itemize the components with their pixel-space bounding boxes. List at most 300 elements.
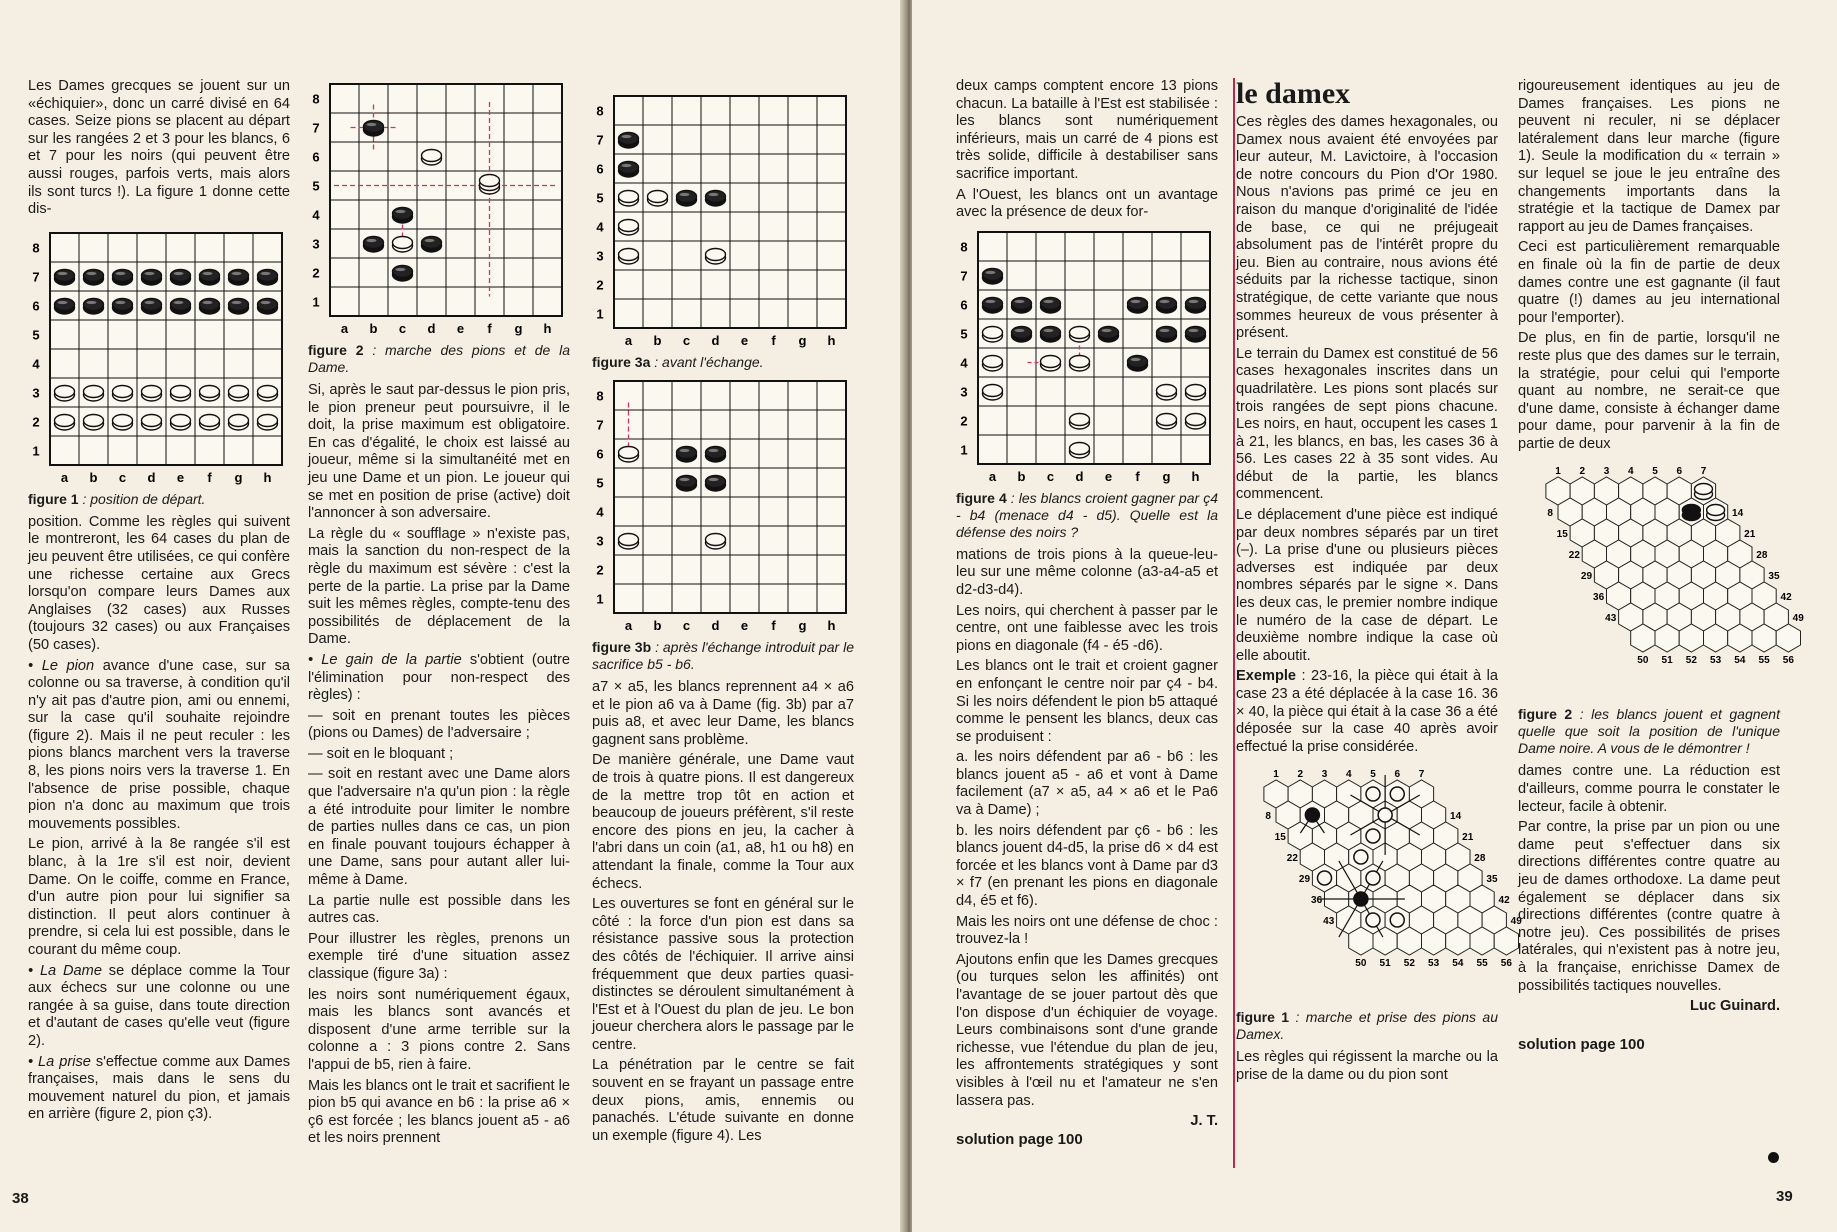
- hex-label: 1: [1273, 769, 1279, 781]
- white-piece: [1366, 871, 1380, 885]
- hex-label: 55: [1758, 655, 1770, 667]
- rank-label: 4: [596, 504, 604, 520]
- hex-figure-2: [1518, 457, 1804, 702]
- hex-label: 6: [1676, 466, 1683, 478]
- rank-label: 4: [312, 207, 320, 223]
- piece-highlight: [986, 300, 996, 303]
- hex-label: 5: [1652, 466, 1658, 478]
- paragraph: [1236, 668, 1498, 756]
- black-piece: [1305, 808, 1319, 822]
- hex-label: 55: [1476, 958, 1488, 970]
- text: s'effectue comme aux Dames françaises, mais dans le sens du mouvement naturel du pion, et jamais en arrière (figure 2, pion ç3).: [28, 1053, 290, 1123]
- black-piece: [113, 269, 133, 281]
- hex-label: 29: [1298, 874, 1311, 886]
- paragraph: Les Dames grecques se jouent sur un «échiquier», donc un carré divisé en 64 cases. Seize pions se placent au départ sur les rangées 2 et 3 pour les blancs, 6 et 7 pour les noirs (qui peuvent être aussi rouges, parfois verts, mais alors ils sont turcs !). La figure 1 donne cette dis-: [28, 78, 290, 218]
- piece-highlight: [1015, 300, 1025, 303]
- file-label: f: [1135, 468, 1140, 484]
- paragraph: — soit en prenant toutes les pièces (pions ou Dames) de l'adversaire ;: [308, 707, 570, 742]
- black-piece: [1128, 297, 1148, 309]
- black-piece: [983, 297, 1003, 309]
- black-piece: [229, 298, 249, 310]
- piece-highlight: [367, 123, 377, 126]
- piece-highlight: [203, 272, 213, 275]
- lead: Exemple: [1236, 668, 1297, 685]
- text: avance d'une case, sur sa colonne ou sa traverse, à condition qu'il n'y ait pas d'autre pion, ami ou ennemi, sur la case qu'il souhaite rejoindre (figure 2). Mais il ne peut reculer : les pions blancs marchent vers la traverse 8, les pions noirs vers la traverse 1. En l'absence de prise possible, chaque pion n'a donc au maximum que trois mouvements possibles.: [28, 657, 291, 832]
- paragraph: La pénétration par le centre se fait souvent en se frayant un passage entre deux pions, amis, ennemis ou panachés. L'étude suivante en donne un exemple (figure 4). Les: [592, 1057, 854, 1144]
- file-label: h: [827, 618, 836, 633]
- file-label: f: [487, 321, 492, 336]
- file-label: a: [340, 321, 349, 336]
- rank-label: 1: [312, 294, 320, 310]
- figure-3b-caption: [592, 639, 854, 673]
- file-label: c: [118, 469, 127, 485]
- article-title: le damex: [1236, 77, 1351, 110]
- page-number-right: 39: [1776, 1188, 1793, 1205]
- right-column-2: [1236, 77, 1522, 1088]
- hex-label: 42: [1780, 592, 1792, 604]
- left-column-2: [308, 80, 570, 1151]
- white-piece: [258, 414, 278, 426]
- file-label: b: [1017, 468, 1026, 484]
- black-piece: [1041, 326, 1061, 338]
- black-piece: [171, 298, 191, 310]
- rank-label: 7: [596, 132, 604, 148]
- piece-highlight: [367, 239, 377, 242]
- hex-label: 35: [1486, 874, 1498, 886]
- rank-label: 5: [32, 327, 40, 343]
- piece-highlight: [680, 449, 690, 452]
- black-piece: [1128, 355, 1148, 367]
- figure-1-caption: [28, 491, 290, 508]
- black-piece: [706, 476, 726, 488]
- black-piece: [258, 269, 278, 281]
- hex-label: 2: [1579, 466, 1586, 478]
- black-piece: [1186, 326, 1206, 338]
- white-piece: [619, 249, 639, 261]
- figure-2-board: [308, 80, 570, 338]
- file-label: c: [398, 321, 407, 336]
- rank-label: 2: [596, 277, 604, 293]
- paragraph: position. Comme les règles qui suivent le montreront, les 64 cases du plan de jeu peuvent être utilisées, ce qui confère une richesse certaine aux Grecs lorsqu'on compare leurs Dames aux Anglaises (32 cases) aux Russes (toujours 32 cases) ou aux Françaises (50 cases).: [28, 513, 290, 653]
- lead: • La prise: [28, 1053, 91, 1070]
- white-piece: [1041, 355, 1061, 367]
- piece-highlight: [174, 272, 184, 275]
- file-label: b: [89, 469, 98, 485]
- figure-4-caption: [956, 490, 1218, 541]
- rank-label: 5: [596, 475, 604, 491]
- black-piece: [364, 121, 384, 133]
- paragraph: De manière générale, une Dame vaut de trois à quatre pions. Il est dangereux de la mettre trop tôt en action et beaucoup de joueurs préfèrent, s'il reste encore des pions en jeu, la cacher à l'abri dans un coin (a1, a8, h1 ou h8) en attendant la finale, comme la Tour aux échecs.: [592, 752, 854, 892]
- caption-text: : position de départ.: [78, 490, 206, 507]
- white-piece: [1317, 871, 1331, 885]
- black-piece: [200, 269, 220, 281]
- piece-highlight: [1131, 300, 1141, 303]
- hex-label: 14: [1732, 508, 1744, 520]
- rank-label: 3: [596, 533, 604, 549]
- hex-label: 35: [1768, 571, 1780, 583]
- hex-label: 50: [1637, 655, 1649, 667]
- black-piece: [422, 237, 442, 249]
- piece-highlight: [396, 268, 406, 271]
- white-piece: [84, 385, 104, 397]
- rank-label: 1: [32, 443, 40, 459]
- hex-label: 7: [1418, 769, 1425, 781]
- rank-label: 6: [32, 298, 40, 314]
- paragraph: [308, 652, 570, 705]
- white-piece: [55, 414, 75, 426]
- hex-label: 43: [1323, 916, 1335, 928]
- piece-highlight: [87, 301, 97, 304]
- black-piece: [393, 208, 413, 220]
- white-piece: [1186, 413, 1206, 425]
- white-piece: [648, 191, 668, 203]
- rank-label: 8: [596, 388, 604, 404]
- white-piece: [422, 150, 442, 162]
- rank-label: 1: [596, 306, 604, 322]
- black-piece: [619, 162, 639, 174]
- file-label: f: [771, 333, 776, 348]
- black-piece: [258, 298, 278, 310]
- rank-label: 5: [312, 178, 320, 194]
- file-label: d: [1075, 468, 1084, 484]
- rank-label: 8: [312, 91, 320, 107]
- piece-highlight: [174, 301, 184, 304]
- text: se déplace comme la Tour aux échecs sur une colonne ou une rangée à sa guise, dans toute direction et d'autant de cases qu'elle veut (figure 2).: [28, 962, 290, 1049]
- rank-label: 7: [32, 269, 40, 285]
- hex-label: 8: [1265, 811, 1271, 823]
- rank-label: 3: [596, 248, 604, 264]
- caption-label: figure 1: [28, 490, 79, 507]
- white-piece: [983, 355, 1003, 367]
- black-piece: [619, 133, 639, 145]
- rank-label: 2: [32, 414, 40, 430]
- piece-highlight: [396, 210, 406, 213]
- black-piece: [1012, 297, 1032, 309]
- hex-label: 4: [1345, 769, 1352, 781]
- paragraph: Les ouvertures se font en général sur le côté : la force d'un pion est dans sa résistance passive sous la protection des côtés de l'échiquier. Il arrive ainsi fréquemment que deux parties quasi-distinctes se déroulent simultanément à l'Est et à l'Ouest du plan de jeu. Le bon joueur cherchera alors le passage par le centre.: [592, 896, 854, 1053]
- hex-label: 56: [1500, 958, 1512, 970]
- black-piece: [677, 476, 697, 488]
- white-piece: [200, 414, 220, 426]
- file-label: b: [369, 321, 378, 336]
- file-label: g: [798, 333, 807, 348]
- white-piece: [619, 534, 639, 546]
- paragraph: Les règles qui régissent la marche ou la prise de la dame ou du pion sont: [1236, 1049, 1498, 1083]
- black-piece: [55, 298, 75, 310]
- file-label: a: [624, 618, 633, 633]
- black-piece: [1354, 892, 1368, 906]
- black-piece: [1041, 297, 1061, 309]
- caption-text: : marche et prise des pions au Damex.: [1236, 1009, 1498, 1043]
- file-label: a: [60, 469, 69, 485]
- black-king: [1682, 505, 1700, 516]
- signature: Luc Guinard.: [1690, 998, 1780, 1015]
- white-piece: [706, 534, 726, 546]
- white-piece: [1366, 787, 1380, 801]
- caption-text: : après l'échange introduit par le sacrifice b5 - b6.: [592, 639, 855, 672]
- paragraph: Si, après le saut par-dessus le pion pris, le pion preneur peut poursuivre, il le doit, la prise maximum est obligatoire. En cas d'égalité, le choix est laissé au joueur, même si la simultanéité met en jeu une Dame et un pion. Le joueur qui se met en position de prise (active) doit l'annoncer à son adversaire.: [308, 382, 570, 522]
- white-piece: [619, 191, 639, 203]
- file-label: a: [624, 333, 633, 348]
- hex-label: 29: [1580, 571, 1593, 583]
- rank-label: 3: [312, 236, 320, 252]
- rank-label: 1: [596, 591, 604, 607]
- black-piece: [84, 269, 104, 281]
- white-piece: [1186, 384, 1206, 396]
- hex-label: 28: [1474, 853, 1486, 865]
- file-label: g: [1162, 468, 1171, 484]
- white-piece: [229, 414, 249, 426]
- hex-label: 7: [1700, 466, 1707, 478]
- white-piece: [171, 414, 191, 426]
- file-label: e: [1104, 468, 1113, 484]
- left-page: [0, 0, 906, 1232]
- piece-highlight: [1102, 329, 1112, 332]
- white-piece: [1378, 808, 1392, 822]
- hex-label: 50: [1355, 958, 1367, 970]
- file-label: b: [653, 618, 662, 633]
- caption-text: : avant l'échange.: [650, 354, 764, 370]
- file-label: g: [234, 469, 243, 485]
- rank-label: 2: [312, 265, 320, 281]
- black-piece: [113, 298, 133, 310]
- white-piece: [258, 385, 278, 397]
- rank-label: 2: [596, 562, 604, 578]
- black-piece: [142, 298, 162, 310]
- paragraph: — soit en le bloquant ;: [308, 745, 454, 762]
- hex-label: 53: [1428, 958, 1440, 970]
- black-piece: [677, 447, 697, 459]
- piece-highlight: [1131, 358, 1141, 361]
- paragraph: A l'Ouest, les blancs ont un avantage avec la présence de deux for-: [956, 186, 1218, 221]
- paragraph: De plus, en fin de partie, lorsqu'il ne reste plus que des dames sur le terrain, la stratégie, pour celui qui l'emporte quant au nombre, ne serait-ce que d'une dame, consiste à échanger dame pour dame, pour parvenir à la fin de partie de deux: [1518, 330, 1780, 452]
- rank-label: 7: [960, 268, 968, 284]
- figure-1-board: [28, 229, 290, 487]
- rank-label: 1: [960, 442, 968, 458]
- paragraph: Les noirs, qui cherchent à passer par le centre, ont une faiblesse avec les trois pions en diagonale (f4 - é5 -d6).: [956, 602, 1218, 654]
- figure-3a-board: [592, 92, 854, 350]
- piece-highlight: [116, 301, 126, 304]
- rank-label: 5: [596, 190, 604, 206]
- white-piece: [1070, 355, 1090, 367]
- piece-highlight: [622, 164, 632, 167]
- white-piece: [142, 414, 162, 426]
- hex-label: 52: [1403, 958, 1415, 970]
- black-piece: [142, 269, 162, 281]
- hex-label: 22: [1286, 853, 1298, 865]
- paragraph: Mais les noirs ont une défense de choc : trouvez-la !: [956, 913, 1218, 948]
- paragraph: La partie nulle est possible dans les autres cas.: [308, 892, 570, 927]
- black-piece: [983, 268, 1003, 280]
- black-piece: [1099, 326, 1119, 338]
- rank-label: 5: [960, 326, 968, 342]
- rank-label: 6: [312, 149, 320, 165]
- caption-label: figure 3b: [592, 639, 652, 655]
- paragraph: Le déplacement d'une pièce est indiqué par deux nombres séparés par un tiret (–). La prise d'une ou plusieurs pièces adverses est indiquée par deux nombres séparés par le signe ×. Dans les deux cas, le premier nombre indique le numéro de la case de départ. Le deuxième nombre indique la case où elle aboutit.: [1236, 507, 1498, 664]
- hex-label: 3: [1603, 466, 1610, 478]
- piece-highlight: [232, 272, 242, 275]
- piece-highlight: [709, 449, 719, 452]
- piece-highlight: [680, 478, 690, 481]
- rank-label: 4: [32, 356, 40, 372]
- piece-highlight: [1189, 329, 1199, 332]
- paragraph: Mais les blancs ont le trait et sacrifient le pion b5 qui avance en b6 : la prise a6 × ç6 est forcée ; les blancs jouent a5 - a6 et les noirs prennent: [308, 1077, 570, 1147]
- hex-label: 6: [1394, 769, 1401, 781]
- hex-label: 5: [1370, 769, 1376, 781]
- paragraph: rigoureusement identiques au jeu de Dames françaises. Les pions ne peuvent ni reculer, ni se déplacer latéralement dans leur marche (figure 1). Seule la modification du « terrain » sur lequel se joue le jeu entraîne des changements importants dans la stratégie et la tactique de Damex par rapport au jeu de Dames françaises.: [1518, 78, 1780, 235]
- white-piece: [1366, 829, 1380, 843]
- text: s'obtient (outre l'élimination pour non-respect des règles) :: [308, 651, 570, 704]
- white-piece: [1366, 913, 1380, 927]
- hex-figure-2-caption: [1518, 706, 1780, 757]
- rank-label: 6: [960, 297, 968, 313]
- rank-label: 8: [596, 103, 604, 119]
- file-label: g: [798, 618, 807, 633]
- paragraph: mations de trois pions à la queue-leu-leu sur une même colonne (a3-a4-a5 et d2-d3-d4).: [956, 546, 1218, 598]
- paragraph: Ajoutons enfin que les Dames grecques (ou turques selon les affinités) ont l'avantage de se jouer partout dès que l'on dispose d'un échiquier de voyage. Leurs combinaisons sont d'une grande richesse, vue l'étendue du plan de jeu, les affrontements stratégiques y sont visibles à l'œil nu et l'amateur ne s'en lassera pas.: [956, 951, 1218, 1109]
- file-label: d: [711, 618, 720, 633]
- hex-label: 56: [1782, 655, 1794, 667]
- file-label: h: [1191, 468, 1200, 484]
- piece-highlight: [203, 301, 213, 304]
- hex-label: 28: [1756, 550, 1768, 562]
- white-piece: [84, 414, 104, 426]
- file-label: f: [207, 469, 212, 485]
- end-bullet-icon: [1768, 1152, 1779, 1163]
- black-piece: [1012, 326, 1032, 338]
- hex-label: 53: [1710, 655, 1722, 667]
- caption-label: figure 2: [1518, 706, 1573, 723]
- figure-4-board: [956, 228, 1218, 486]
- signature: J. T.: [1190, 1113, 1218, 1130]
- black-piece: [84, 298, 104, 310]
- solution-reference: solution page 100: [956, 1130, 1083, 1148]
- white-piece: [619, 447, 639, 459]
- file-label: h: [263, 469, 272, 485]
- black-piece: [706, 191, 726, 203]
- white-king: [1707, 505, 1725, 516]
- caption-label: figure 4: [956, 489, 1007, 506]
- figure-2-caption: [308, 342, 570, 376]
- black-piece: [706, 447, 726, 459]
- white-piece: [393, 237, 413, 249]
- hex-label: 21: [1744, 529, 1756, 541]
- paragraph: les noirs sont numériquement égaux, mais les blancs sont avancés et disposent d'une arme terrible sur la colonne a : 3 pions contre 2. Sans l'appui de b5, rien à faire.: [308, 986, 570, 1073]
- black-piece: [55, 269, 75, 281]
- file-label: b: [653, 333, 662, 348]
- black-piece: [364, 237, 384, 249]
- piece-highlight: [680, 193, 690, 196]
- hex-label: 15: [1556, 529, 1568, 541]
- paragraph: a. les noirs défendent par a6 - b6 : les blancs jouent a5 - a6 et vont à Dame facilement (a7 × a5, a4 × a6 et le Pa6 va à Dame) ;: [956, 749, 1218, 819]
- hex-label: 54: [1734, 655, 1746, 667]
- hex-label: 36: [1311, 895, 1323, 907]
- lead: • Le gain de la partie: [308, 651, 462, 668]
- black-piece: [200, 298, 220, 310]
- piece-highlight: [709, 478, 719, 481]
- file-label: e: [740, 333, 749, 348]
- hex-label: 51: [1661, 655, 1673, 667]
- file-label: c: [682, 333, 691, 348]
- black-piece: [229, 269, 249, 281]
- piece-highlight: [425, 239, 435, 242]
- hex-label: 43: [1605, 613, 1617, 625]
- piece-highlight: [709, 193, 719, 196]
- king-crown: [480, 175, 500, 187]
- file-label: e: [456, 321, 465, 336]
- rank-label: 8: [960, 239, 968, 255]
- white-piece: [113, 385, 133, 397]
- rank-label: 6: [596, 446, 604, 462]
- hex-label: 2: [1297, 769, 1304, 781]
- solution-reference: solution page 100: [1518, 1035, 1645, 1053]
- right-page: [912, 0, 1837, 1232]
- file-label: f: [771, 618, 776, 633]
- hex-label: 14: [1450, 811, 1462, 823]
- white-piece: [706, 249, 726, 261]
- piece-highlight: [1160, 300, 1170, 303]
- piece-highlight: [116, 272, 126, 275]
- file-label: h: [827, 333, 836, 348]
- black-piece: [171, 269, 191, 281]
- piece-highlight: [58, 301, 68, 304]
- piece-highlight: [145, 301, 155, 304]
- white-piece: [171, 385, 191, 397]
- piece-highlight: [1160, 329, 1170, 332]
- paragraph: Par contre, la prise par un pion ou une dame peut s'effectuer dans six directions différentes contre quatre au jeu de dames orthodoxe. La dame peut également se déplacer dans six directions différentes (contre quatre à notre jeu). Ces possibilités de prises latérales, qui n'existent pas à notre jeu, à la française, enrichisse Damex de possibilités tactiques nouvelles.: [1518, 819, 1780, 994]
- lead: • Le pion: [28, 657, 95, 674]
- white-piece: [1070, 413, 1090, 425]
- white-piece: [229, 385, 249, 397]
- white-piece: [1070, 442, 1090, 454]
- file-label: d: [147, 469, 156, 485]
- paragraph: deux camps comptent encore 13 pions chacun. La bataille à l'Est est stabilisée : les blancs sont numériquement inférieurs, mais un carré de 4 pions est très solide, difficile à destabiliser sans sacrifice important.: [956, 78, 1218, 182]
- rank-label: 2: [960, 413, 968, 429]
- rank-label: 7: [596, 417, 604, 433]
- hex-label: 1: [1555, 466, 1561, 478]
- rank-label: 3: [960, 384, 968, 400]
- paragraph: [28, 658, 290, 834]
- paragraph: Le pion, arrivé à la 8e rangée s'il est blanc, à la 1re s'il est noir, devient Dame. On le coiffe, comme en France, d'un autre pion pour lui signifier sa distinction. Il peut alors continuer à prendre, si cela lui est possible, dans le courant du même coup.: [28, 836, 290, 958]
- paragraph: b. les noirs défendent par ç6 - b6 : les blancs jouent d4-d5, la prise d6 × d4 est forcée et les blancs vont à Dame par d3 × f7 (en prenant les pions en diagonale d4, é5 et f6).: [956, 822, 1218, 910]
- piece-highlight: [1189, 300, 1199, 303]
- piece-highlight: [58, 272, 68, 275]
- black-piece: [677, 191, 697, 203]
- paragraph: Ces règles des dames hexagonales, ou Damex nous avaient été envoyées par leur auteur, M. Lavictoire, à l'occasion de notre concours du Pion d'Or 1980. Nous n'avions pas primé ce jeu en raison du manque d'originalité de l'idée de base, ce qui ne préjugeait absolument pas de l'intérêt propre du jeu. Bien au contraire, nous avions été séduits par la richesse tactique, sinon stratégique, de cette variante que nous sommes heureux de vous présenter à présent.: [1236, 114, 1498, 342]
- hex-label: 54: [1452, 958, 1464, 970]
- file-label: c: [682, 618, 691, 633]
- caption-label: figure 1: [1236, 1009, 1290, 1026]
- file-label: d: [427, 321, 436, 336]
- hex-label: 8: [1547, 508, 1553, 520]
- white-piece: [1157, 413, 1177, 425]
- piece-highlight: [232, 301, 242, 304]
- figure-3b-board: [592, 377, 854, 635]
- hex-label: 22: [1568, 550, 1580, 562]
- hex-label: 42: [1498, 895, 1510, 907]
- paragraph: [28, 1054, 290, 1124]
- rank-label: 4: [596, 219, 604, 235]
- rank-label: 3: [32, 385, 40, 401]
- paragraph: [28, 963, 290, 1051]
- paragraph: Ceci est particulièrement remarquable en finale où la fin de partie de deux dames contre une est gagnante (il faut quatre (!) dames au jeu international pour l'emporter).: [1518, 239, 1780, 326]
- caption-text: : les blancs jouent et gagnent quelle que soit la position de l'unique Dame noire. A vous de le démontrer !: [1518, 706, 1780, 757]
- hex-label: 36: [1593, 592, 1605, 604]
- piece-highlight: [1044, 329, 1054, 332]
- hex-label: 21: [1462, 832, 1474, 844]
- file-label: e: [740, 618, 749, 633]
- left-column-3: [592, 92, 854, 1148]
